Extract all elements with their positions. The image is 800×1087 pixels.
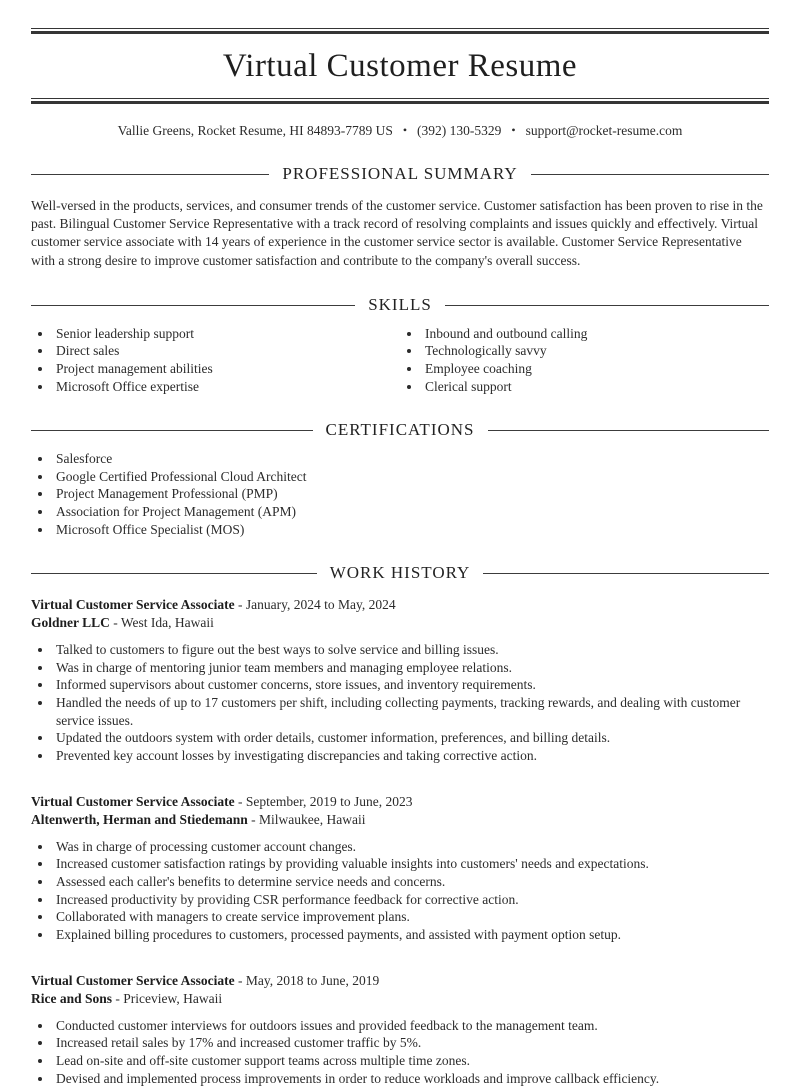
job-bullet: • Handled the needs of up to 17 customers per shift, including collecting payments, tracking rewards, and dealing with customer service issues. (53, 694, 769, 729)
job-company-line (31, 990, 769, 1008)
skill-item: • Microsoft Office expertise (53, 378, 400, 396)
job-bullet: • Devised and implemented process improvements in order to reduce workloads and improve callback efficiency. (53, 1070, 769, 1087)
job-entry (31, 793, 769, 944)
job-title-line (31, 793, 769, 811)
resume-title: Virtual Customer Resume (222, 48, 578, 84)
contact-separator-dot: • (511, 122, 516, 137)
section-title-work-history: WORK HISTORY (329, 563, 471, 583)
job-dates: - May, 2018 to June, 2019 (234, 972, 380, 988)
job-bullet: • Assessed each caller's benefits to determine service needs and concerns. (53, 873, 769, 891)
divider-line-left (31, 430, 313, 431)
divider-line-right (531, 174, 769, 175)
job-title: Virtual Customer Service Associate (31, 972, 235, 988)
section-title-professional-summary: PROFESSIONAL SUMMARY (282, 163, 518, 183)
certification-item: • Google Certified Professional Cloud Architect (53, 468, 769, 486)
skill-item: • Senior leadership support (53, 325, 400, 343)
job-bullet-list (31, 641, 769, 765)
job-company-line (31, 811, 769, 829)
professional-summary-text: Well-versed in the products, services, and consumer trends of the customer service. Customer satisfaction has been proven to rise in the past. Bilingual Customer Service Representative with a track record of resolving complaints and issues quickly and effectively. Virtual customer service associate with 14 years of experience in the customer service sector is available. Customer Service Representative with a strong desire to improve customer satisfaction and contribute to the company's overall success. (31, 197, 763, 268)
divider-line-left (31, 174, 269, 175)
job-company: Goldner LLC (31, 615, 110, 631)
work-history-jobs (31, 596, 769, 1087)
contact-address: Vallie Greens, Rocket Resume, HI 84893-7789 US (117, 122, 393, 138)
section-header-work-history (31, 564, 769, 583)
job-company: Rice and Sons (31, 990, 113, 1006)
job-title-line (31, 972, 769, 990)
header-rule-top-thick (31, 31, 769, 34)
header-rule-bottom (31, 98, 769, 104)
skills-list-left (31, 325, 400, 396)
job-bullet: • Explained billing procedures to customers, processed payments, and assisted with payment option setup. (53, 926, 769, 944)
skills-list-right (400, 325, 769, 396)
job-bullet: • Increased retail sales by 17% and increased customer traffic by 5%. (53, 1034, 769, 1052)
skill-item: • Inbound and outbound calling (422, 325, 769, 343)
section-header-professional-summary (31, 165, 769, 184)
section-header-certifications (31, 421, 769, 440)
job-bullet: • Updated the outdoors system with order details, customer information, preferences, and billing details. (53, 729, 769, 747)
job-location: - Priceview, Hawaii (112, 990, 223, 1006)
contact-email: support@rocket-resume.com (525, 122, 683, 138)
certification-item: • Salesforce (53, 450, 769, 468)
job-title: Virtual Customer Service Associate (31, 597, 235, 613)
skill-item: • Direct sales (53, 342, 400, 360)
header-rule-top (31, 28, 769, 34)
job-bullet-list (31, 1017, 769, 1087)
divider-line-right (445, 305, 769, 306)
job-dates: - September, 2019 to June, 2023 (234, 793, 413, 809)
job-title-line (31, 596, 769, 614)
certification-item: • Project Management Professional (PMP) (53, 485, 769, 503)
section-title-skills: SKILLS (368, 295, 432, 315)
section-header-skills (31, 296, 769, 315)
skills-columns (31, 315, 769, 396)
job-bullet: • Was in charge of processing customer account changes. (53, 838, 769, 856)
skill-item: • Clerical support (422, 378, 769, 396)
job-bullet: • Lead on-site and off-site customer support teams across multiple time zones. (53, 1052, 769, 1070)
header-rule-bottom-thick (31, 101, 769, 104)
job-bullet: • Talked to customers to figure out the best ways to solve service and billing issues. (53, 641, 769, 659)
job-entry (31, 972, 769, 1087)
job-entry (31, 596, 769, 765)
contact-phone: (392) 130-5329 (417, 122, 502, 138)
contact-separator-dot: • (402, 122, 408, 137)
job-title: Virtual Customer Service Associate (31, 793, 235, 809)
job-dates: - January, 2024 to May, 2024 (234, 597, 396, 613)
skill-item: • Technologically savvy (422, 342, 769, 360)
job-bullet: • Increased productivity by providing CSR performance feedback for corrective action. (53, 891, 769, 909)
divider-line-left (31, 573, 317, 574)
job-bullet-list (31, 838, 769, 944)
certification-item: • Association for Project Management (APM) (53, 503, 769, 521)
skill-item: • Project management abilities (53, 360, 400, 378)
skill-item: • Employee coaching (422, 360, 769, 378)
job-company: Altenwerth, Herman and Stiedemann (31, 811, 248, 827)
job-bullet: • Conducted customer interviews for outdoors issues and provided feedback to the management team. (53, 1017, 769, 1035)
certification-item: • Microsoft Office Specialist (MOS) (53, 521, 769, 539)
certifications-list (31, 450, 769, 538)
job-bullet: • Informed supervisors about customer concerns, store issues, and inventory requirements. (53, 676, 769, 694)
divider-line-right (483, 573, 769, 574)
job-bullet: • Increased customer satisfaction ratings by providing valuable insights into customers' needs and expectations. (53, 855, 769, 873)
section-title-certifications: CERTIFICATIONS (325, 420, 475, 440)
job-bullet: • Prevented key account losses by investigating discrepancies and taking corrective action. (53, 747, 769, 765)
job-company-line (31, 614, 769, 632)
divider-line-left (31, 305, 355, 306)
job-bullet: • Collaborated with managers to create service improvement plans. (53, 908, 769, 926)
job-bullet: • Was in charge of mentoring junior team members and managing employee relations. (53, 659, 769, 677)
job-location: - West Ida, Hawaii (109, 615, 214, 631)
divider-line-right (488, 430, 770, 431)
contact-line (31, 123, 769, 139)
job-location: - Milwaukee, Hawaii (247, 811, 366, 827)
